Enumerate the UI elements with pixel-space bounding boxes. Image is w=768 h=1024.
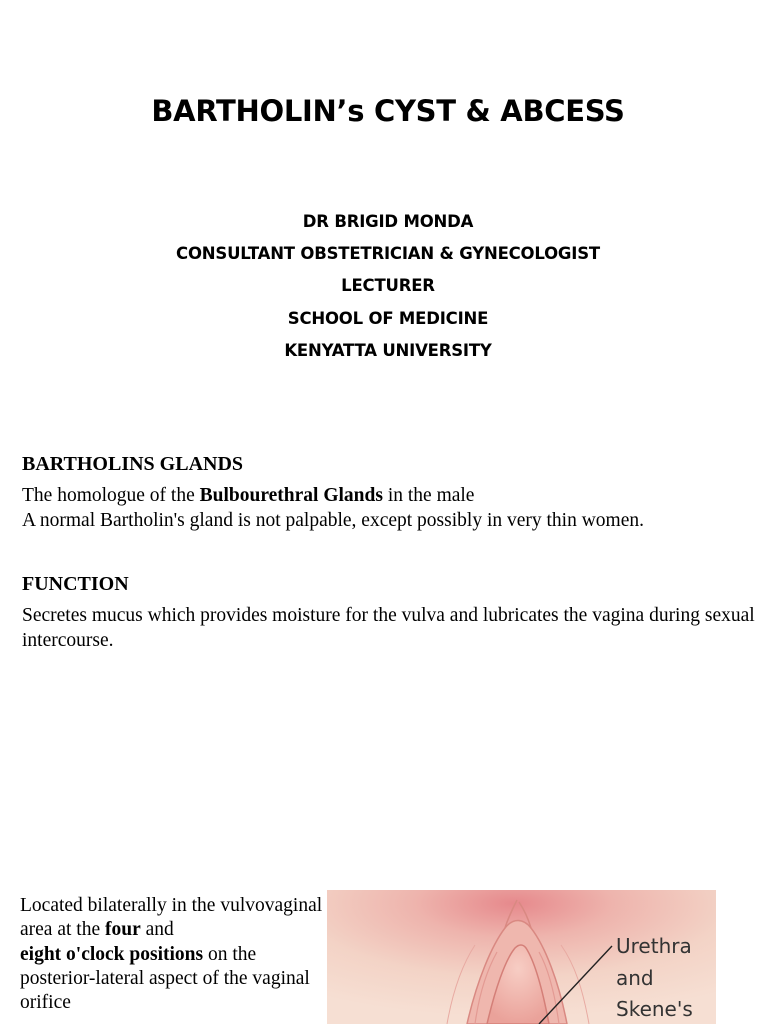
- figure-label-line-3: Skene's: [616, 997, 693, 1021]
- anatomy-illustration: [327, 890, 716, 1024]
- function-text: Secretes mucus which provides moisture for the vulva and lubricates the vagina during sexual intercourse.: [22, 605, 755, 651]
- glands-line-1-post: in the male: [382, 485, 475, 506]
- glands-heading: BARTHOLINS GLANDS: [22, 453, 244, 475]
- glands-line-1-bold: Bulbourethral Glands: [199, 485, 383, 506]
- author-block: [0, 206, 768, 367]
- author-position: LECTURER: [341, 276, 435, 296]
- author-role: CONSULTANT OBSTETRICIAN & GYNECOLOGIST: [176, 244, 600, 264]
- location-text-3: on the posterior-lateral aspect of the vaginal orifice: [20, 943, 310, 1014]
- location-text-2: and: [140, 919, 174, 941]
- location-bold-2: eight o'clock positions: [20, 943, 204, 965]
- glands-line-2: A normal Bartholin's gland is not palpable, except possibly in very thin women.: [22, 509, 645, 531]
- glands-line-1: [22, 484, 752, 509]
- author-name: DR BRIGID MONDA: [302, 212, 474, 231]
- location-text: [20, 894, 330, 1015]
- function-heading: FUNCTION: [22, 573, 129, 595]
- figure-label-line-2: and: [616, 966, 654, 990]
- location-text-1: Located bilaterally in the vulvovaginal area at the: [20, 895, 323, 941]
- figure-label-line-1: Urethra: [616, 934, 692, 958]
- glands-line-1-pre: The homologue of the: [22, 485, 200, 506]
- glands-body: [22, 484, 752, 533]
- document-title: BARTHOLIN’s CYST & ABCESS: [151, 94, 625, 128]
- location-bold-1: four: [104, 919, 141, 941]
- author-school: SCHOOL OF MEDICINE: [287, 308, 489, 328]
- anatomy-figure: [327, 890, 716, 1024]
- author-university: KENYATTA UNIVERSITY: [284, 340, 492, 360]
